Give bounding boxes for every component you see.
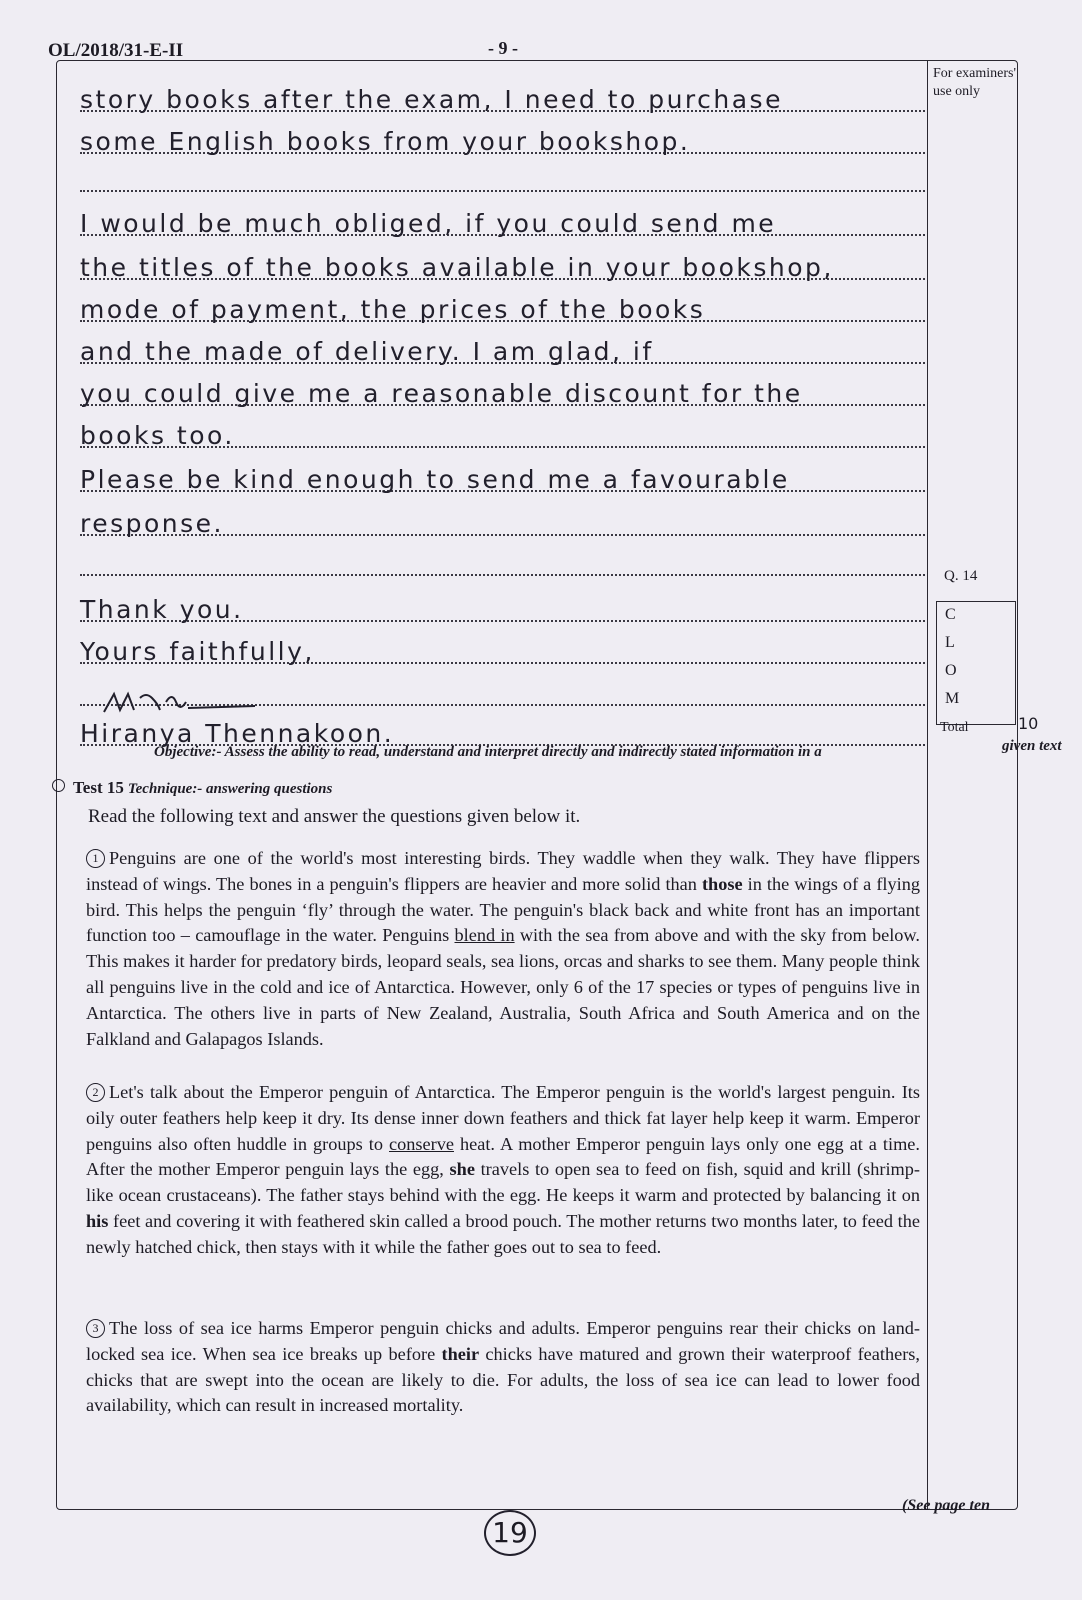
letter-line: I would be much obliged, if you could send me: [80, 206, 925, 236]
letter-line: response.: [80, 506, 925, 536]
paper-code: OL/2018/31-E-II: [48, 40, 184, 61]
paragraph-2: 2 Let's talk about the Emperor penguin of Antarctica. The Emperor penguin is the world's largest penguin. Its oily outer feathers help keep it dry. Its dense inner down feathers and thick fat layer help keep it warm. Emperor penguins also often huddle in groups to conserve heat. A mother Emperor penguin lays only one egg at a time. After the mother Emperor penguin lays the egg, she travels to open sea to feed on fish, squid and krill (shrimp-like ocean crustaceans). The father stays behind with the egg. He keeps it warm and protected by balancing it on his feet and covering it with feathered skin called a brood pouch. The mother returns two months later, to feed the newly hatched chick, then stays with it while the father goes out to sea to feed.: [86, 1082, 920, 1257]
letter-line: and the made of delivery. I am glad, if: [80, 334, 925, 364]
paragraph-number: 2: [86, 1083, 105, 1102]
page-number: - 9 -: [488, 38, 518, 58]
question-label: Q. 14: [944, 568, 978, 584]
marking-box: [936, 601, 1016, 725]
examiners-note: For examiners' use only: [933, 66, 1017, 99]
letter-line: story books after the exam, I need to purchase: [80, 82, 925, 112]
total-row: [936, 714, 1039, 738]
circle-bullet-icon: [52, 779, 65, 792]
see-page-note: (See page ten: [902, 1497, 990, 1514]
letter-line: Thank you.: [80, 592, 925, 622]
paragraph-3: 3 The loss of sea ice harms Emperor penguin chicks and adults. Emperor penguins rear their chicks on land-locked sea ice. When sea ice breaks up before their chicks have matured and grown their waterproof feathers, chicks that are swept into the ocean are likely to die. For adults, the loss of sea ice can lead to lower food availability, which can result in increased mortality.: [86, 1318, 920, 1416]
letter-line: books too.: [80, 418, 925, 448]
letter-line: Yours faithfully,: [80, 634, 925, 664]
total-value: 10: [1018, 714, 1039, 733]
letter-line: the titles of the books available in your bookshop,: [80, 250, 925, 280]
instruction-text: Read the following text and answer the questions given below it.: [88, 806, 581, 827]
objective-text: Objective:- Assess the ability to read, understand and interpret directly and indirectly stated information in a: [154, 744, 822, 760]
criterion-l: L: [945, 634, 955, 651]
test-heading: [52, 778, 332, 798]
examiner-margin-line: [927, 61, 928, 1509]
paragraph-1: 1 Penguins are one of the world's most interesting birds. They waddle when they walk. They have flippers instead of wings. The bones in a penguin's flippers are heavier and more solid than those in the wings of a flying bird. This helps the penguin ‘fly’ through the water. The penguin's black back and white front has an important function too – camouflage in the water. Penguins blend in with the sea from above and with the sky from below. This makes it harder for predatory birds, leopard seals, sea lions, orcas and sharks to see them. Many people think all penguins live in the cold and ice of Antarctica. However, only 6 of the 17 species or types of penguins live in Antarctica. The others live in parts of New Zealand, Australia, South Africa and South America and on the Falkland and Galapagos Islands.: [86, 848, 920, 1049]
criterion-m: M: [945, 690, 960, 707]
criterion-c: C: [945, 606, 956, 623]
letter-line: Please be kind enough to send me a favourable: [80, 462, 925, 492]
test-label: Test 15: [73, 778, 124, 797]
paragraph-number: 1: [86, 849, 105, 868]
paragraph-number: 3: [86, 1319, 105, 1338]
criterion-o: O: [945, 662, 957, 679]
total-label: Total: [940, 720, 969, 735]
objective-text-end: given text: [1002, 738, 1062, 754]
technique-text: Technique:- answering questions: [127, 781, 333, 797]
page-circle: 19: [484, 1510, 536, 1556]
letter-line: you could give me a reasonable discount for the: [80, 376, 925, 406]
letter-line: mode of payment, the prices of the books: [80, 292, 925, 322]
signature-mark: [100, 688, 260, 718]
letter-line: some English books from your bookshop.: [80, 124, 925, 154]
letter-line: Hiranya Thennakoon.: [80, 716, 925, 746]
letter-line: [80, 546, 925, 576]
letter-line: [80, 162, 925, 192]
